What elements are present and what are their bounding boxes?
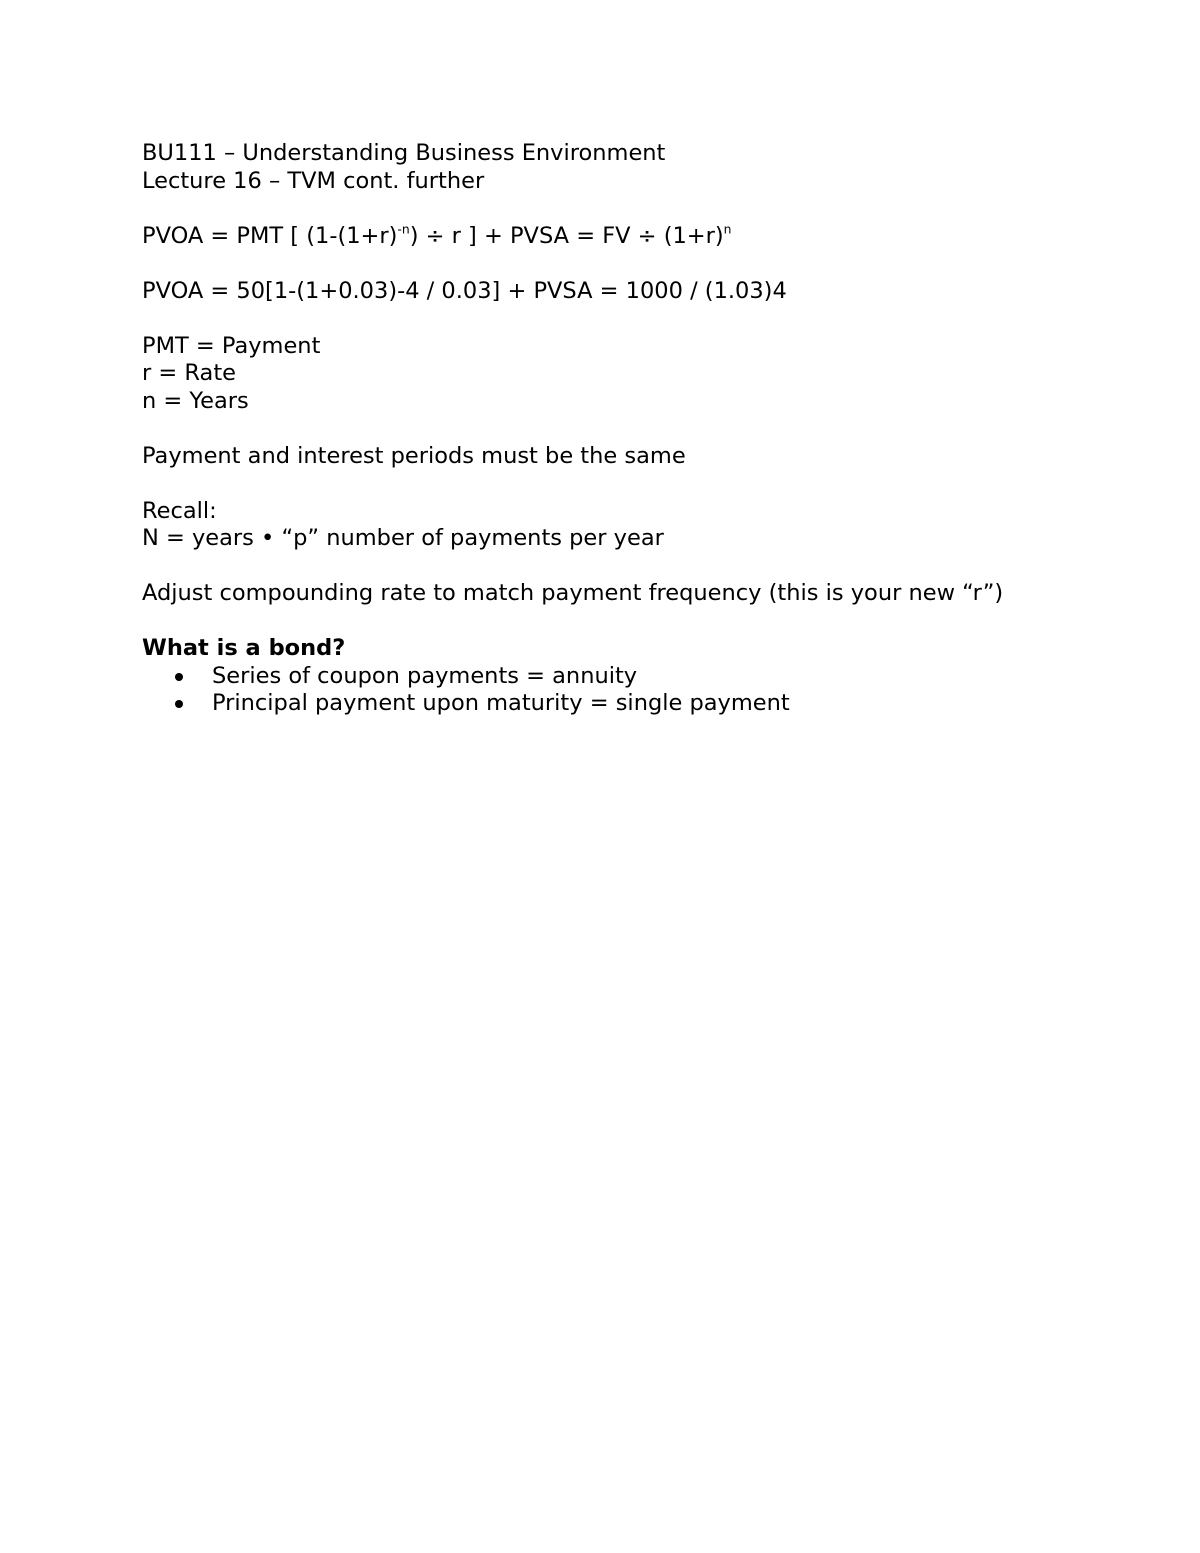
recall-label: Recall:: [142, 497, 217, 524]
document-body: [142, 140, 1102, 718]
formula-general-part1: PVOA = PMT [ (1-(1+r): [142, 222, 398, 249]
list-item: [142, 690, 1102, 718]
bond-point-text: Principal payment upon maturity = single payment: [212, 690, 790, 716]
recall-text: N = years • “p” number of payments per year: [142, 525, 664, 551]
spacer: [142, 553, 1102, 581]
adjust-note: Adjust compounding rate to match payment frequency (this is your new “r”): [142, 580, 1004, 606]
example-formula: PVOA = 50[1-(1+0.03)-4 / 0.03] + PVSA = 1000 / (1.03)4: [142, 277, 787, 304]
bond-heading: What is a bond?: [142, 635, 346, 661]
list-item: [142, 663, 1102, 691]
spacer: [142, 608, 1102, 636]
lecture-title: Lecture 16 – TVM cont. further: [142, 167, 485, 194]
general-formula: [142, 223, 1102, 251]
formula-general-exponent1: -n: [397, 222, 410, 237]
bullet-icon: [175, 700, 183, 708]
spacer: [142, 305, 1102, 333]
formula-general-part2: ) ÷ r ] + PVSA = FV ÷ (1+r): [409, 222, 724, 249]
formula-general-exponent2: n: [723, 222, 732, 237]
definition-rate: r = Rate: [142, 360, 236, 386]
definition-years: n = Years: [142, 387, 249, 414]
periods-note: Payment and interest periods must be the same: [142, 442, 686, 469]
definition-pmt: PMT = Payment: [142, 332, 321, 359]
bond-points-list: [142, 663, 1102, 718]
bond-point-text: Series of coupon payments = annuity: [212, 662, 638, 689]
spacer: [142, 415, 1102, 443]
course-title: BU111 – Understanding Business Environment: [142, 140, 666, 166]
spacer: [142, 470, 1102, 498]
spacer: [142, 250, 1102, 278]
bullet-icon: [175, 673, 183, 681]
spacer: [142, 195, 1102, 223]
